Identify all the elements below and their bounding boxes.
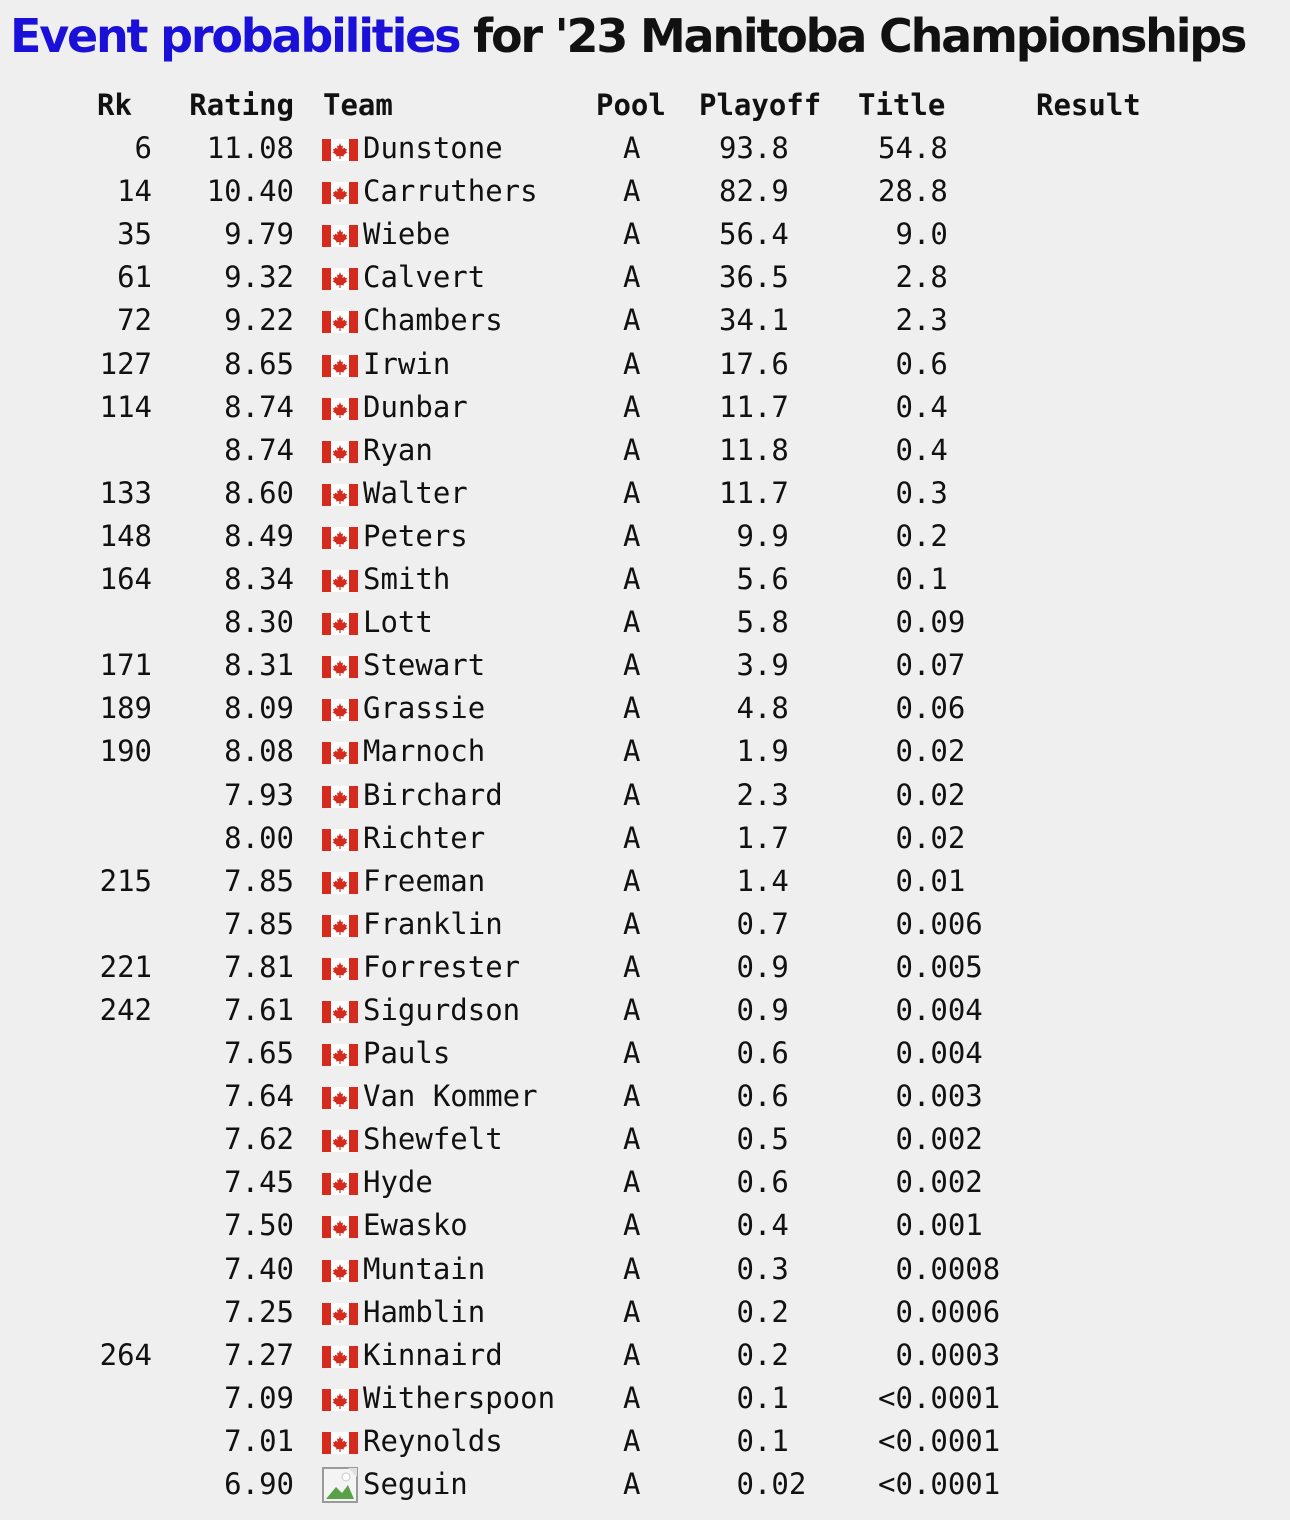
cell-playoff: 1.9 [719,734,789,769]
table-row [0,989,1290,1032]
table-row [0,730,1290,773]
canada-flag-icon [322,355,358,377]
cell-rk: 264 [99,1337,152,1372]
cell-team[interactable] [322,170,538,213]
cell-title: 54.8 [878,131,948,166]
cell-team[interactable] [322,1463,468,1506]
cell-pool: A [623,475,641,510]
header-rating: Rating [189,88,294,122]
cell-playoff: 36.5 [719,260,789,295]
cell-title: 0.1 [878,562,948,597]
cell-team[interactable] [322,472,468,515]
cell-playoff: 4.8 [719,691,789,726]
canada-flag-icon [322,829,358,851]
team-name[interactable]: Forrester [363,949,521,984]
canada-flag-icon [322,786,358,808]
team-name[interactable]: Wiebe [363,217,451,252]
cell-pool: A [623,1251,641,1286]
cell-team[interactable] [322,601,433,644]
cell-playoff: 34.1 [719,303,789,338]
cell-team[interactable] [322,774,503,817]
table-row [0,1032,1290,1075]
table-row [0,1463,1290,1506]
cell-pool: A [623,1337,641,1372]
cell-rk: 242 [99,992,152,1027]
cell-rk: 133 [99,475,152,510]
cell-rating: 10.40 [206,174,294,209]
team-name[interactable]: Sigurdson [363,992,521,1027]
team-name[interactable]: Calvert [363,260,486,295]
cell-rating: 7.09 [224,1380,294,1415]
cell-pool: A [623,777,641,812]
cell-team[interactable] [322,903,503,946]
cell-title: <0.0001 [878,1467,1001,1501]
cell-pool: A [623,432,641,467]
canada-flag-icon [322,1216,358,1238]
cell-playoff: 11.7 [719,475,789,510]
cell-team[interactable] [322,1377,555,1420]
team-name[interactable]: Dunbar [363,389,468,424]
table-row [0,558,1290,601]
team-name[interactable]: Chambers [363,303,503,338]
cell-title: 0.003 [878,1079,983,1114]
team-name[interactable]: Reynolds [363,1423,503,1458]
cell-team[interactable] [322,256,485,299]
cell-rk: 148 [99,518,152,553]
cell-rk: 171 [99,648,152,683]
team-name[interactable]: Birchard [363,777,503,812]
cell-playoff: 3.9 [719,648,789,683]
cell-team[interactable] [322,515,468,558]
cell-team[interactable] [322,860,485,903]
canada-flag-icon [322,656,358,678]
team-name[interactable]: Witherspoon [363,1380,556,1415]
table-row [0,1118,1290,1161]
cell-rk: 6 [134,131,152,166]
cell-rating: 7.62 [224,1122,294,1157]
cell-title: 2.3 [878,303,948,338]
cell-title: 0.2 [878,518,948,553]
cell-title: 0.01 [878,863,966,898]
cell-pool: A [623,303,641,338]
table-row [0,1334,1290,1377]
header-playoff: Playoff [699,88,822,122]
cell-pool: A [623,1467,641,1501]
cell-playoff: 93.8 [719,131,789,166]
table-row [0,515,1290,558]
cell-pool: A [623,518,641,553]
cell-rating: 8.30 [224,605,294,640]
cell-playoff: 0.2 [719,1337,789,1372]
header-pool: Pool [596,88,666,122]
canada-flag-icon [322,1173,358,1195]
cell-title: 0.004 [878,992,983,1027]
page-title [10,4,1245,68]
cell-rating: 7.85 [224,863,294,898]
page-title-rest: for '23 Manitoba Championships [459,9,1246,63]
cell-team[interactable] [322,127,503,170]
canada-flag-icon [322,527,358,549]
cell-rating: 9.32 [224,260,294,295]
cell-pool: A [623,389,641,424]
cell-title: 0.002 [878,1122,983,1157]
team-name[interactable]: Kinnaird [363,1337,503,1372]
cell-rating: 8.09 [224,691,294,726]
team-name[interactable]: Carruthers [363,174,538,209]
cell-rating: 7.64 [224,1079,294,1114]
team-name[interactable]: Seguin [363,1467,468,1501]
team-name[interactable]: Pauls [363,1036,451,1071]
table-row [0,1075,1290,1118]
cell-rk: 14 [117,174,152,209]
cell-playoff: 11.7 [719,389,789,424]
cell-rk: 164 [99,562,152,597]
cell-pool: A [623,734,641,769]
cell-team[interactable] [322,299,503,342]
cell-playoff: 0.6 [719,1165,789,1200]
cell-team[interactable] [322,558,450,601]
cell-pool: A [623,691,641,726]
team-name[interactable]: Van Kommer [363,1079,538,1114]
cell-playoff: 9.9 [719,518,789,553]
cell-team[interactable] [322,946,520,989]
table-row [0,213,1290,256]
cell-playoff: 0.4 [719,1208,789,1243]
cell-team[interactable] [322,730,485,773]
cell-rk: 72 [117,303,152,338]
cell-rating: 7.61 [224,992,294,1027]
cell-team[interactable] [322,429,433,472]
table-row [0,1377,1290,1420]
cell-pool: A [623,1294,641,1329]
cell-playoff: 2.3 [719,777,789,812]
canada-flag-icon [322,1130,358,1152]
cell-playoff: 1.4 [719,863,789,898]
cell-pool: A [623,863,641,898]
cell-rating: 7.27 [224,1337,294,1372]
canada-flag-icon [322,484,358,506]
cell-rk: 127 [99,346,152,381]
canada-flag-icon [322,1044,358,1066]
table-row [0,299,1290,342]
cell-pool: A [623,605,641,640]
cell-pool: A [623,1165,641,1200]
cell-playoff: 0.9 [719,992,789,1027]
team-name[interactable]: Ewasko [363,1208,468,1243]
cell-team[interactable] [322,644,485,687]
canada-flag-icon [322,915,358,937]
cell-team[interactable] [322,817,485,860]
team-name[interactable]: Franklin [363,906,503,941]
canada-flag-icon [322,613,358,635]
header-rk: Rk [97,88,132,122]
cell-pool: A [623,906,641,941]
cell-title: 9.0 [878,217,948,252]
cell-playoff: 5.6 [719,562,789,597]
cell-playoff: 0.2 [719,1294,789,1329]
cell-pool: A [623,1208,641,1243]
table-row [0,1420,1290,1463]
cell-playoff: 56.4 [719,217,789,252]
table-row [0,687,1290,730]
canada-flag-icon [322,268,358,290]
cell-team[interactable] [322,213,450,256]
cell-title: <0.0001 [878,1423,1001,1458]
canada-flag-icon [322,872,358,894]
team-name[interactable]: Ryan [363,432,433,467]
table-row [0,644,1290,687]
cell-rating: 7.81 [224,949,294,984]
canada-flag-icon [322,311,358,333]
cell-title: 0.0006 [878,1294,1001,1329]
canada-flag-icon [322,1001,358,1023]
cell-title: 0.3 [878,475,948,510]
cell-pool: A [623,1423,641,1458]
cell-team[interactable] [322,1118,503,1161]
cell-rating: 9.79 [224,217,294,252]
cell-team[interactable] [322,687,485,730]
cell-pool: A [623,949,641,984]
canada-flag-icon [322,441,358,463]
probabilities-table [0,84,1290,1506]
team-name[interactable]: Shewfelt [363,1122,503,1157]
canada-flag-icon [322,1346,358,1368]
cell-playoff: 5.8 [719,605,789,640]
cell-pool: A [623,217,641,252]
cell-team[interactable] [322,989,520,1032]
cell-team[interactable] [322,1161,433,1204]
cell-pool: A [623,648,641,683]
team-name[interactable]: Hyde [363,1165,433,1200]
cell-rating: 7.25 [224,1294,294,1329]
cell-title: 0.06 [878,691,966,726]
canada-flag-icon [322,958,358,980]
cell-pool: A [623,174,641,209]
event-probabilities-link[interactable]: Event probabilities [10,9,460,63]
cell-pool: A [623,1122,641,1157]
canada-flag-icon [322,1260,358,1282]
cell-rating: 8.74 [224,389,294,424]
cell-rating: 8.74 [224,432,294,467]
canada-flag-icon [322,139,358,161]
table-row [0,127,1290,170]
cell-title: 0.02 [878,734,966,769]
cell-team[interactable] [322,1291,485,1334]
cell-title: 0.006 [878,906,983,941]
cell-title: 0.4 [878,432,948,467]
cell-team[interactable] [322,1204,468,1247]
cell-pool: A [623,1036,641,1071]
team-name[interactable]: Walter [363,475,468,510]
cell-rating: 8.31 [224,648,294,683]
cell-title: 0.07 [878,648,966,683]
table-row [0,903,1290,946]
table-row [0,429,1290,472]
table-row [0,170,1290,213]
table-row [0,946,1290,989]
cell-rk: 35 [117,217,152,252]
cell-title: 0.6 [878,346,948,381]
cell-playoff: 0.1 [719,1423,789,1458]
table-row [0,386,1290,429]
cell-rating: 7.85 [224,906,294,941]
cell-pool: A [623,346,641,381]
cell-playoff: 0.5 [719,1122,789,1157]
table-row [0,774,1290,817]
cell-pool: A [623,131,641,166]
cell-rk: 215 [99,863,152,898]
canada-flag-icon [322,225,358,247]
cell-team[interactable] [322,1075,538,1118]
team-name[interactable]: Freeman [363,863,486,898]
cell-pool: A [623,820,641,855]
cell-title: 0.004 [878,1036,983,1071]
table-row [0,256,1290,299]
cell-title: 0.02 [878,820,966,855]
table-row [0,1161,1290,1204]
cell-rating: 7.40 [224,1251,294,1286]
broken-image-icon [322,1475,358,1497]
team-name[interactable]: Dunstone [363,131,503,166]
table-row [0,472,1290,515]
cell-title: 0.005 [878,949,983,984]
cell-rating: 9.22 [224,303,294,338]
cell-title: 2.8 [878,260,948,295]
table-row [0,1248,1290,1291]
cell-playoff: 0.7 [719,906,789,941]
cell-playoff: 0.6 [719,1079,789,1114]
cell-playoff: 0.02 [719,1467,807,1501]
cell-title: 0.002 [878,1165,983,1200]
cell-rating: 8.34 [224,562,294,597]
cell-rk: 190 [99,734,152,769]
cell-title: <0.0001 [878,1380,1001,1415]
canada-flag-icon [322,1087,358,1109]
team-name[interactable]: Lott [363,605,433,640]
cell-rating: 7.50 [224,1208,294,1243]
cell-playoff: 11.8 [719,432,789,467]
cell-team[interactable] [322,1032,450,1075]
cell-rk: 221 [99,949,152,984]
cell-team[interactable] [322,1248,485,1291]
team-name[interactable]: Muntain [363,1251,486,1286]
table-row [0,343,1290,386]
team-name[interactable]: Marnoch [363,734,486,769]
cell-playoff: 82.9 [719,174,789,209]
cell-playoff: 1.7 [719,820,789,855]
canada-flag-icon [322,182,358,204]
cell-rating: 11.08 [206,131,294,166]
canada-flag-icon [322,1432,358,1454]
header-title: Title [858,88,946,122]
canada-flag-icon [322,742,358,764]
cell-title: 0.09 [878,605,966,640]
table-row [0,1291,1290,1334]
cell-pool: A [623,1380,641,1415]
cell-rating: 7.45 [224,1165,294,1200]
team-name[interactable]: Smith [363,562,451,597]
team-name[interactable]: Peters [363,518,468,553]
cell-rating: 7.65 [224,1036,294,1071]
team-name[interactable]: Grassie [363,691,486,726]
cell-rating: 6.90 [224,1467,294,1501]
table-row [0,601,1290,644]
cell-title: 0.0008 [878,1251,1001,1286]
canada-flag-icon [322,699,358,721]
header-team: Team [323,88,393,122]
cell-playoff: 0.6 [719,1036,789,1071]
cell-playoff: 0.3 [719,1251,789,1286]
cell-pool: A [623,260,641,295]
cell-rk: 114 [99,389,152,424]
cell-team[interactable] [322,386,468,429]
cell-playoff: 0.1 [719,1380,789,1415]
team-name[interactable]: Stewart [363,648,486,683]
cell-rating: 7.93 [224,777,294,812]
cell-team[interactable] [322,343,450,386]
table-row [0,817,1290,860]
cell-rating: 8.08 [224,734,294,769]
canada-flag-icon [322,570,358,592]
cell-rating: 8.60 [224,475,294,510]
cell-rating: 8.65 [224,346,294,381]
cell-rk: 61 [117,260,152,295]
cell-title: 0.4 [878,389,948,424]
header-result: Result [1036,88,1141,122]
cell-team[interactable] [322,1334,503,1377]
cell-pool: A [623,1079,641,1114]
canada-flag-icon [322,1303,358,1325]
cell-pool: A [623,992,641,1027]
table-header-row [0,84,1290,127]
team-name[interactable]: Irwin [363,346,451,381]
team-name[interactable]: Hamblin [363,1294,486,1329]
team-name[interactable]: Richter [363,820,486,855]
table-row [0,1204,1290,1247]
cell-playoff: 17.6 [719,346,789,381]
cell-playoff: 0.9 [719,949,789,984]
cell-title: 0.02 [878,777,966,812]
canada-flag-icon [322,1389,358,1411]
cell-pool: A [623,562,641,597]
table-row [0,860,1290,903]
cell-title: 28.8 [878,174,948,209]
cell-rating: 8.00 [224,820,294,855]
cell-title: 0.001 [878,1208,983,1243]
cell-rk: 189 [99,691,152,726]
canada-flag-icon [322,398,358,420]
cell-team[interactable] [322,1420,503,1463]
cell-title: 0.0003 [878,1337,1001,1372]
cell-rating: 7.01 [224,1423,294,1458]
cell-rating: 8.49 [224,518,294,553]
